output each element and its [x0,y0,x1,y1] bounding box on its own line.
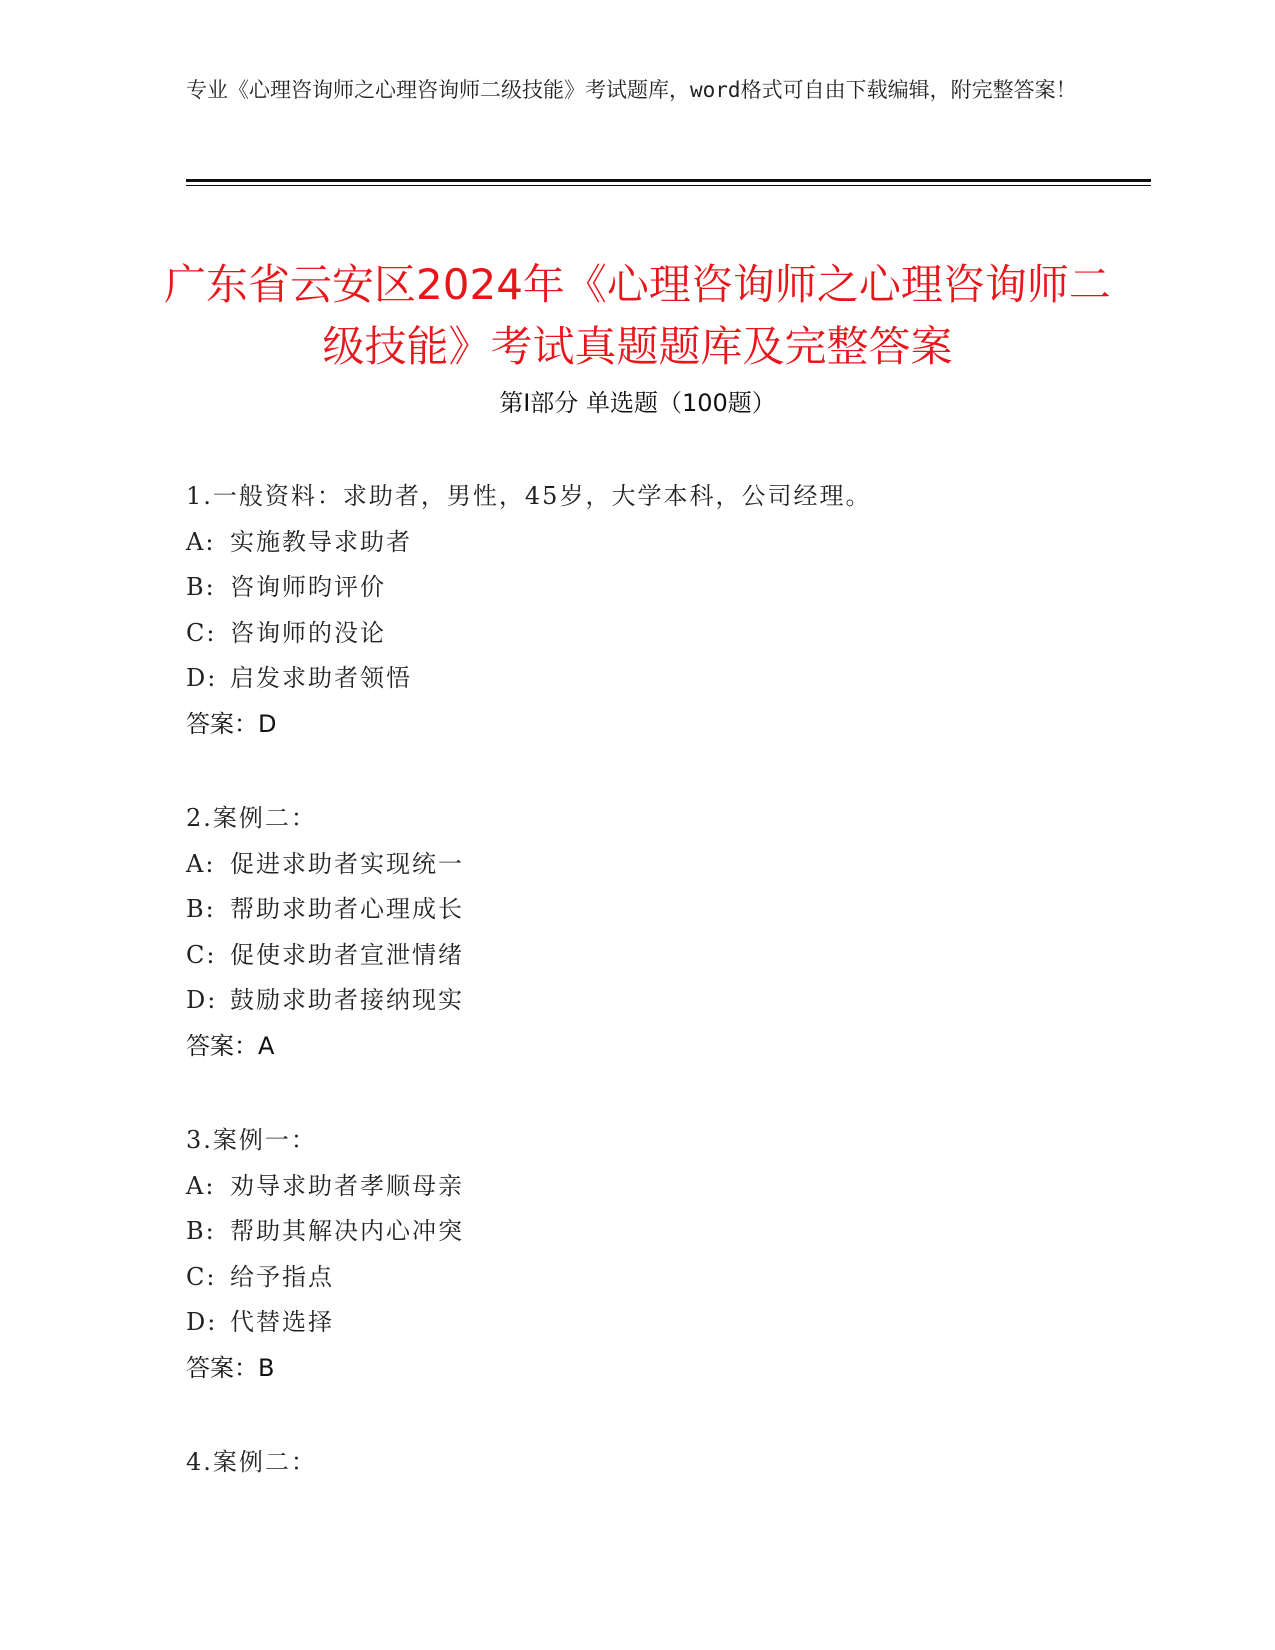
answer-line [186,1346,1136,1392]
option-letter: A: [186,849,216,878]
option-letter: A: [186,1171,216,1200]
question-text: 案例二： [212,804,317,832]
option-b [186,887,1136,933]
question-3 [186,1118,1136,1391]
option-letter: D: [186,664,218,692]
option-text: 咨询师昀评价 [230,573,386,601]
option-letter: D: [186,986,218,1014]
question-text: 案例二： [212,1448,317,1476]
option-letter: B: [186,895,216,923]
document-title: 广东省云安区2024年《心理咨询师之心理咨询师二级技能》考试真题题库及完整答案 [164,260,1111,372]
option-letter: C: [186,940,217,969]
question-text: 一般资料：求助者，男性，45岁，大学本科，公司经理。 [212,482,872,510]
question-stem [186,796,1136,842]
option-text: 促进求助者实现统一 [230,849,464,878]
header-note: 专业《心理咨询师之心理咨询师二级技能》考试题库，word格式可自由下载编辑，附完整答案！ [186,78,1077,102]
option-c [186,1255,1136,1301]
question-number: 3. [186,1126,213,1154]
option-text: 代替选择 [230,1308,334,1336]
answer-label: 答案： [186,1353,258,1382]
option-text: 帮助其解决内心冲突 [230,1217,464,1245]
question-2 [186,796,1136,1069]
option-c [186,611,1136,657]
option-letter: C: [186,1262,217,1291]
option-letter: C: [186,618,217,647]
option-a [186,520,1136,566]
answer-line [186,1024,1136,1070]
option-d [186,978,1136,1024]
option-a [186,842,1136,888]
header-rule-thick [186,179,1151,182]
option-letter: A: [186,527,216,556]
option-a [186,1164,1136,1210]
question-stem [186,1118,1136,1164]
answer-label: 答案： [186,709,258,738]
option-letter: B: [186,1217,216,1245]
option-d [186,656,1136,702]
question-4 [186,1440,1136,1486]
answer-line [186,702,1136,748]
option-d [186,1300,1136,1346]
answer-value: D [258,709,277,738]
answer-value: A [258,1031,275,1060]
option-text: 实施教导求助者 [230,527,412,556]
question-number: 2. [186,804,213,832]
option-letter: D: [186,1308,218,1336]
header-rule-thin [186,185,1151,186]
option-b [186,565,1136,611]
option-text: 促使求助者宣泄情绪 [230,940,464,969]
option-text: 咨询师的没论 [230,618,386,647]
answer-label: 答案： [186,1031,258,1060]
option-text: 劝导求助者孝顺母亲 [230,1171,464,1200]
option-text: 给予指点 [230,1262,334,1291]
option-c [186,933,1136,979]
option-text: 鼓励求助者接纳现实 [230,986,464,1014]
section-heading: 第Ⅰ部分 单选题（100题） [499,389,776,417]
option-b [186,1209,1136,1255]
question-1 [186,474,1136,747]
option-letter: B: [186,573,216,601]
option-text: 启发求助者领悟 [230,664,412,692]
question-stem [186,1440,1136,1486]
answer-value: B [258,1353,275,1382]
question-number: 4. [186,1448,213,1476]
question-text: 案例一： [212,1126,317,1154]
question-stem [186,474,1136,520]
question-list [186,474,1136,1535]
option-text: 帮助求助者心理成长 [230,895,464,923]
question-number: 1. [186,482,213,510]
